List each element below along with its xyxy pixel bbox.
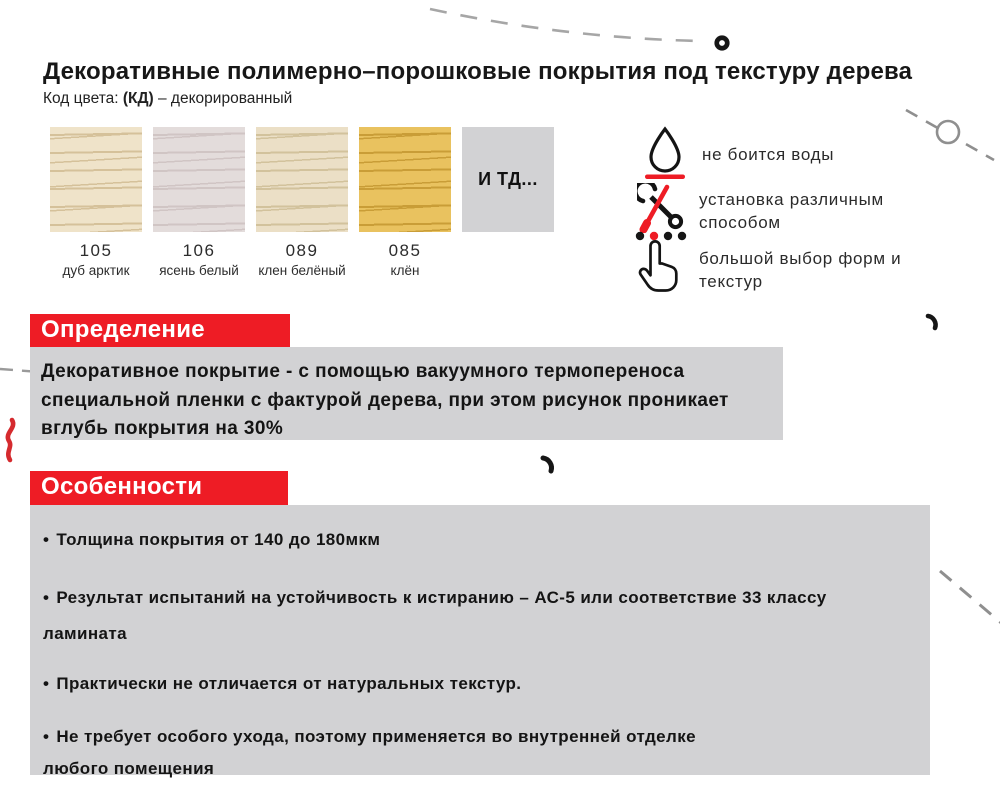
comma-mark-middle xyxy=(543,458,551,471)
bullet-marker: • xyxy=(43,530,50,549)
donut-dot-hole xyxy=(719,40,725,46)
etc-label: И ТД... xyxy=(478,169,538,189)
benefit-choice xyxy=(631,230,934,294)
swatch-card-106 xyxy=(153,127,245,278)
feature-bullet xyxy=(43,580,910,653)
page-title: Декоративные полимерно–порошковые покрытия под текстуру дерева xyxy=(43,58,913,85)
dashed-curve-top xyxy=(430,9,700,41)
swatch-code: 085 xyxy=(388,241,422,260)
swatch-name: клён xyxy=(390,263,420,278)
red-squiggle xyxy=(8,420,13,460)
hand-tap-icon xyxy=(631,230,693,292)
color-code-suffix: – декорированный xyxy=(153,90,293,107)
benefit-label: установка различным способом xyxy=(699,190,884,232)
bullet-marker: • xyxy=(43,727,50,747)
bullet-text: Толщина покрытия от 140 до 180мкм xyxy=(56,530,381,549)
color-code-note xyxy=(43,90,292,108)
features-panel xyxy=(30,505,930,778)
benefit-label: не боится воды xyxy=(702,145,835,164)
definition-panel xyxy=(30,347,783,440)
wood-texture-sample xyxy=(256,127,348,232)
swatch-row xyxy=(50,127,554,278)
feature-bullet xyxy=(43,721,743,784)
bullet-marker: • xyxy=(43,587,50,607)
bullet-text: Результат испытаний на устойчивость к истиранию – АС-5 или соответствие 33 классу ламината xyxy=(43,587,827,644)
donut-dot xyxy=(714,35,729,50)
swatch-code: 106 xyxy=(182,241,216,260)
bullet-text: Практически не отличается от натуральных текстур. xyxy=(56,673,522,693)
swatch-name: клен белёный xyxy=(258,263,346,278)
swatch-name: ясень белый xyxy=(159,263,239,278)
color-code-prefix: Код цвета: xyxy=(43,90,123,107)
feature-bullet xyxy=(43,527,910,553)
dashed-line-bottom-right xyxy=(940,571,1000,627)
swatch-card-089 xyxy=(256,127,348,278)
benefit-label: большой выбор форм и текстур xyxy=(699,249,902,291)
bullet-text: Не требует особого ухода, поэтому применяется во внутренней отделке любого помещения xyxy=(43,727,696,778)
features-heading: Особенности xyxy=(30,471,288,505)
swatch-code: 089 xyxy=(285,241,319,260)
comma-mark-right xyxy=(928,316,936,328)
bullet-marker: • xyxy=(43,673,50,693)
feature-bullet xyxy=(43,671,910,697)
benefit-install xyxy=(631,183,924,235)
wood-texture-sample xyxy=(153,127,245,232)
definition-heading: Определение xyxy=(30,314,290,347)
wood-texture-sample xyxy=(50,127,142,232)
swatch-code: 105 xyxy=(79,241,113,260)
wood-texture-sample xyxy=(359,127,451,232)
ring-right xyxy=(937,121,959,143)
benefit-water xyxy=(634,126,834,180)
color-code-value: (КД) xyxy=(122,90,154,107)
water-drop-icon xyxy=(634,126,696,180)
dashed-line-right xyxy=(906,110,994,160)
tools-icon xyxy=(631,183,693,233)
swatch-card-105 xyxy=(50,127,142,278)
swatch-card-085 xyxy=(359,127,451,278)
definition-body: Декоративное покрытие - с помощью вакуумного термопереноса специальной пленки с фактурой дерева, при этом рисунок проникает вглубь покрытия на 30% xyxy=(41,361,729,439)
swatch-name: дуб арктик xyxy=(62,263,130,278)
etc-box xyxy=(462,127,554,232)
